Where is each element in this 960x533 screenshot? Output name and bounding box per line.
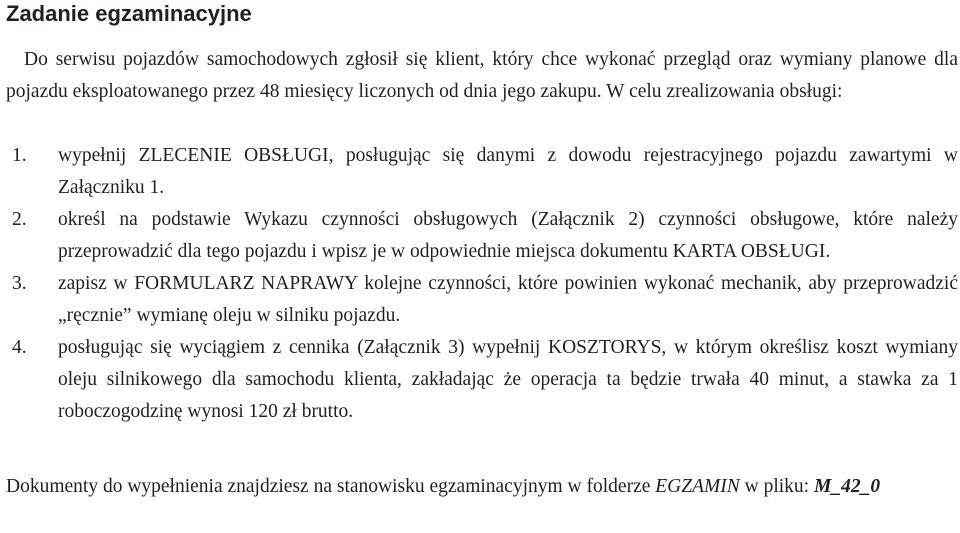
task-item-4 <box>6 332 958 428</box>
file-name: M_42_0 <box>813 476 881 497</box>
task-text: wypełnij ZLECENIE OBSŁUGI, posługując się danymi z dowodu rejestracyjnego pojazdu zawartymi w Załączniku 1. <box>58 145 958 198</box>
task-text: określ na podstawie Wykazu czynności obsługowych (Załącznik 2) czynności obsługowe, które należy przeprowadzić dla tego pojazdu i wpisz je w odpowiednie miejsca dokumentu KARTA OBSŁUGI. <box>58 209 958 262</box>
task-item-3 <box>6 268 958 332</box>
task-number: 2. <box>12 209 27 230</box>
task-list <box>6 140 958 428</box>
footer-prefix: Dokumenty do wypełnienia znajdziesz na stanowisku egzaminacyjnym w folderze <box>6 476 656 497</box>
footer-middle: w pliku: <box>739 476 814 497</box>
page-title: Zadanie egzaminacyjne <box>6 1 252 26</box>
task-text: posługując się wyciągiem z cennika (Załącznik 3) wypełnij KOSZTORYS, w którym określisz koszt wymiany oleju silnikowego dla samochodu klienta, zakładając że operacja ta będzie trwała 40 minut, a stawka za 1 roboczogodzinę wynosi 120 zł brutto. <box>58 337 958 422</box>
task-text: zapisz w FORMULARZ NAPRAWY kolejne czynności, które powinien wykonać mechanik, aby przeprowadzić „ręcznie” wymianę oleju w silniku pojazdu. <box>58 273 958 326</box>
intro-paragraph: Do serwisu pojazdów samochodowych zgłosił się klient, który chce wykonać przegląd oraz wymiany planowe dla pojazdu eksploatowanego przez 48 miesięcy liczonych od dnia jego zakupu. W celu zrealizowania obsługi: <box>6 49 958 102</box>
task-number: 1. <box>12 145 27 166</box>
task-number: 4. <box>12 337 27 358</box>
footer-note <box>6 471 958 503</box>
task-item-1 <box>6 140 958 204</box>
folder-name: EGZAMIN <box>655 476 740 497</box>
task-number: 3. <box>12 273 27 294</box>
task-item-2 <box>6 204 958 268</box>
